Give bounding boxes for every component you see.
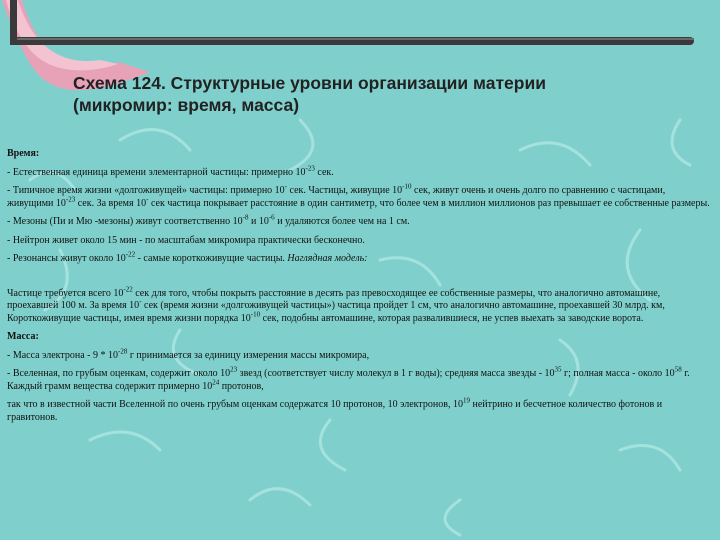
paragraph-electron-mass: - Масса электрона - $9 * 10^{-28}$ г принимается за единицу измерения массы микромира, <box>7 347 370 361</box>
left-rail <box>10 0 17 45</box>
paragraph-particle-counts: так что в известной части Вселенной по очень грубым оценкам содержатся 10 протонов, 10 электронов, $10^{19}$ нейтрино и бесчетное количество фотонов и гравитонов. <box>7 396 663 423</box>
title-line-1: Схема 124. Структурные уровни организации материи <box>73 73 546 93</box>
time-heading: Время: <box>7 148 40 159</box>
paragraph-universe: - Вселенная, по грубым оценкам, содержит около $10^{23}$ звезд (соответствует числу молекул в 1 г воды); средняя масса звезды - $10^{35}$ г; полная масса - около $10^{58}$ г. Каждый грамм вещества содержит примерно $10^{24}$ протонов, <box>7 365 690 392</box>
paragraph-model: Частице требуется всего $10^{-22}$ сек для того, чтобы покрыть расстояние в десять раз превосходящее ее собственные размеры, что аналогично автомашине, проехавшей 100 м. За время 10- сек (время жизни «долгоживущей частицы») частица пройдет 1 см, что аналогично автомашине, проехавшей 30 млрд. км, Короткоживущие частицы, имея время жизни порядка $10^{-10}$ сек, подобны автомашине, которая развалившиеся, не успев выехать за заводские ворота. <box>7 285 665 324</box>
paragraph-long-lived: - Типичное время жизни «долгоживущей» частицы: примерно 10- сек. Частицы, живущие $10^{-10}$ сек, живут очень и очень долго по сравнению с частицами, живущими $10^{-23}$ сек. За время 10- сек частица покрывает расстояние в один сантиметр, что более чем в миллион миллионов раз превышает ее собственные размеры. <box>7 182 710 209</box>
paragraph-neutron: - Нейтрон живет около 15 мин - по масштабам микромира практически бесконечно. <box>7 234 365 246</box>
paragraph-natural-unit: - Естественная единица времени элементарной частицы: примерно $10^{-23}$ сек. <box>7 164 334 178</box>
paragraph-mesons: - Мезоны (Пи и Мю -мезоны) живут соответственно $10^{-8}$ и $10^{-6}$ и удаляются более чем на 1 см. <box>7 213 410 227</box>
slide-body <box>7 148 712 430</box>
slide-title <box>73 72 693 116</box>
paragraph-resonances: - Резонансы живут около $10^{-22}$ - самые короткоживущие частицы. Наглядная модель: <box>7 250 368 264</box>
mass-heading: Масса: <box>7 331 39 342</box>
title-line-2: (микромир: время, масса) <box>73 95 300 115</box>
